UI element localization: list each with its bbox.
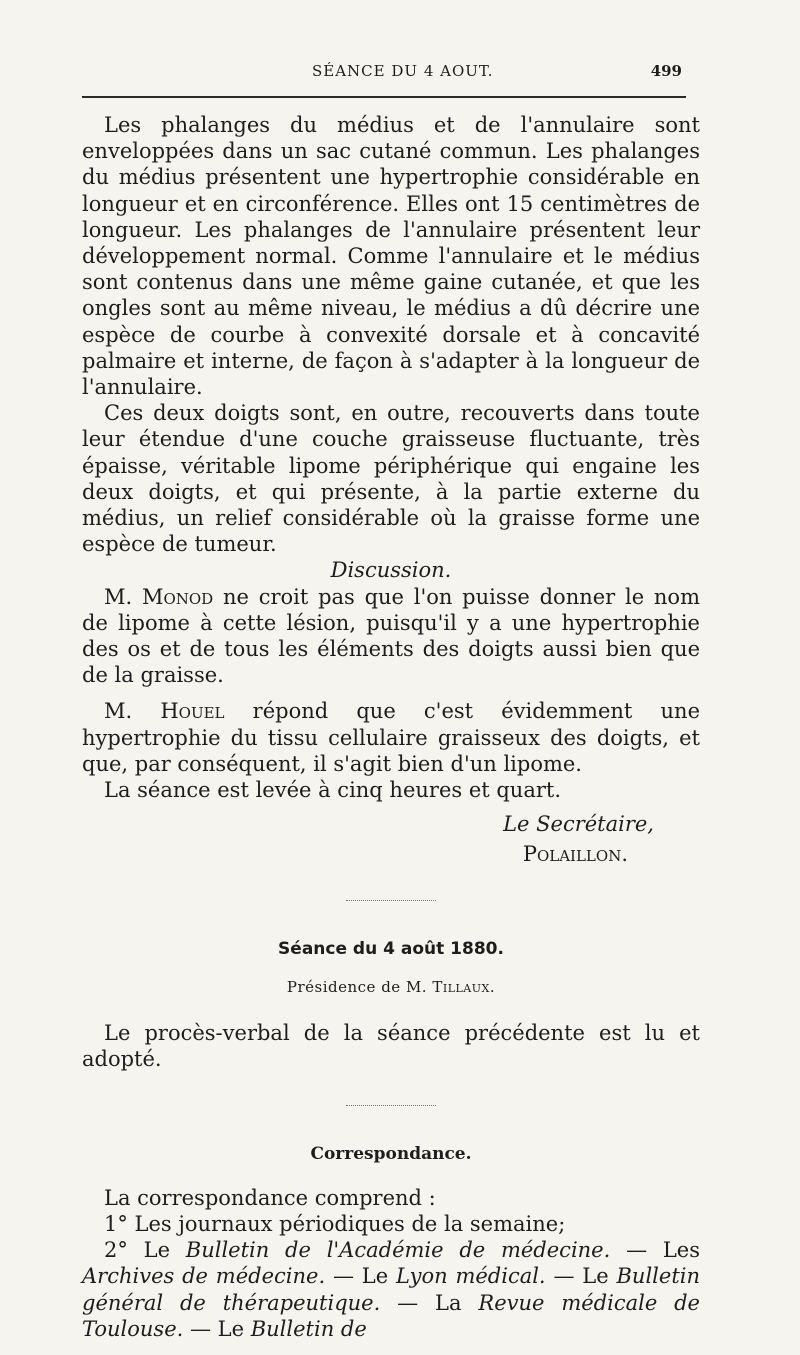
presidence-line — [82, 974, 700, 1000]
signature-block — [82, 811, 700, 867]
monod-prefix: M. — [104, 584, 142, 609]
section-ornament-2 — [346, 1103, 436, 1109]
journal-bulletin-academie: Bulletin de l'Académie de médecine. — [185, 1238, 611, 1263]
journal-revue-toulouse: Revue médicale de Toulouse. — [82, 1290, 700, 1341]
speaker-houel: Houel — [160, 699, 225, 724]
item2-i: — La — [380, 1290, 479, 1315]
journal-archives: Archives de médecine. — [82, 1264, 326, 1289]
running-header — [82, 62, 690, 84]
president-name: Tillaux. — [432, 977, 496, 996]
houel-prefix: M. — [104, 699, 161, 724]
item2-c: — Les — [610, 1238, 700, 1263]
paragraph-houel — [82, 698, 700, 777]
paragraph-doigts: Ces deux doigts sont, en outre, recouverts dans toute leur étendue d'une couche graisseuse fluctuante, très épaisse, véritable lipome périphérique qui engaine les deux doigts, et qui présente, à la partie externe du médius, un relief considérable où la graisse forme une espèce de tumeur. — [82, 401, 700, 557]
paragraph-proces-verbal: Le procès-verbal de la séance précédente est lu et adopté. — [82, 1021, 700, 1072]
houel-text: répond que c'est évidemment une hypertrophie du tissu cellulaire graisseux des doigts, et que, par conséquent, il s'agit bien d'un lipome. — [82, 699, 700, 776]
item2-k: — Le — [183, 1316, 251, 1341]
paragraph-phalanges: Les phalanges du médius et de l'annulaire sont enveloppées dans un sac cutané commun. Les phalanges du médius présentent une hypertrophie considérable en longueur et en circonférence. Elles ont 15 centimètres de longueur. Les phalanges de l'annulaire présentent leur développement normal. Comme l'annulaire et le médius sont contenus dans une même gaine cutanée, et que les ongles sont au même niveau, le médius a dû décrire une espèce de courbe à convexité dorsale et à concavité palmaire et interne, de façon à s'adapter à la longueur de l'annulaire. — [82, 113, 700, 400]
item2-a: 2° Le — [104, 1238, 186, 1263]
monod-text: ne croit pas que l'on puisse donner le nom de lipome à cette lésion, puisqu'il y a une hypertrophie des os et de tous les éléments des doigts aussi bien que de la graisse. — [82, 584, 700, 688]
spacer — [82, 688, 700, 698]
signature-name: Polaillon. — [522, 842, 628, 867]
paragraph-correspondance-intro: La correspondance comprend : — [104, 1185, 436, 1210]
running-title: SÉANCE DU 4 AOUT. — [312, 62, 494, 80]
list-item-bulletins — [82, 1237, 700, 1342]
session-title: Séance du 4 août 1880. — [278, 938, 504, 959]
journal-bulletin-therapeutique: Bulletin général de thérapeutique. — [82, 1264, 700, 1315]
journal-bulletin-de: Bulletin de — [250, 1316, 367, 1341]
page-number: 499 — [650, 62, 682, 80]
paragraph-monod — [82, 584, 700, 689]
signature-role: Le Secrétaire, — [503, 812, 654, 837]
presidence-prefix: Présidence de M. — [286, 977, 433, 996]
item2-e: — Le — [325, 1264, 396, 1289]
item2-g: — Le — [545, 1264, 617, 1289]
header-rule — [82, 96, 686, 98]
body-text — [82, 112, 700, 1342]
journal-lyon-medical: Lyon médical. — [396, 1264, 546, 1289]
correspondance-heading: Correspondance. — [310, 1143, 472, 1164]
list-item-journaux: 1° Les journaux périodiques de la semaine; — [104, 1211, 566, 1236]
paragraph-closing: La séance est levée à cinq heures et quart. — [104, 778, 562, 803]
speaker-monod: Monod — [141, 584, 214, 609]
section-ornament — [346, 898, 436, 904]
discussion-heading: Discussion. — [330, 558, 452, 583]
